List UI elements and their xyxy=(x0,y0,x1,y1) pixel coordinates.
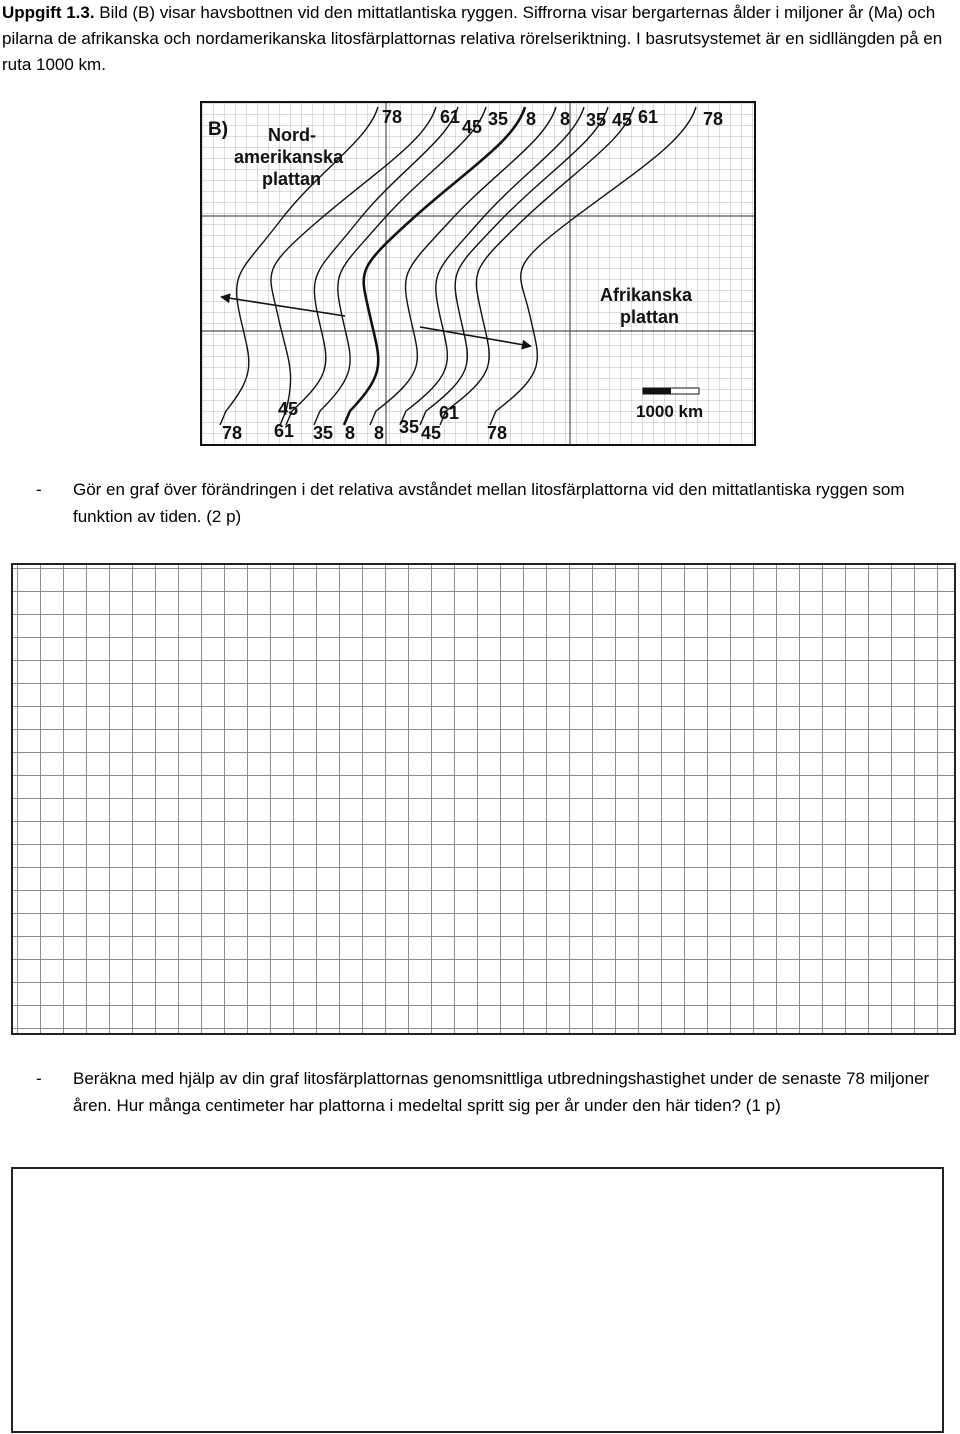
panel-label: B) xyxy=(208,119,229,140)
graph-paper-area[interactable] xyxy=(11,563,956,1035)
top-age-label: 61 xyxy=(440,107,461,127)
bottom-age-label: 61 xyxy=(274,421,295,441)
answer-box[interactable] xyxy=(11,1167,944,1433)
question-text: Beräkna med hjälp av din graf litosfärplattornas genomsnittliga utbredningshastighet under de senaste 78 miljoner åren. Hur många centimeter har plattorna i medeltal spritt sig per år under den här tiden? (1 p) xyxy=(73,1069,930,1115)
af-plate-label-2: plattan xyxy=(620,307,680,327)
top-age-label: 35 xyxy=(488,109,509,129)
top-age-label: 78 xyxy=(382,107,403,127)
af-plate-label-1: Afrikanska xyxy=(600,285,693,305)
bottom-age-label: 35 xyxy=(313,423,334,443)
top-age-label: 78 xyxy=(703,109,724,129)
top-age-label: 61 xyxy=(638,107,659,127)
question-bullet: - xyxy=(36,1069,42,1088)
question-calculation xyxy=(36,1065,956,1119)
question-graph xyxy=(36,476,956,530)
na-plate-label-2: amerikanska xyxy=(234,147,344,167)
bottom-age-label: 78 xyxy=(487,423,508,443)
question-text: Gör en graf över förändringen i det relativa avståndet mellan litosfärplattorna vid den mittatlantiska ryggen som funktion av tiden. (2 p) xyxy=(73,480,905,526)
top-age-label: 8 xyxy=(526,109,537,129)
bottom-age-label: 8 xyxy=(374,423,385,443)
task-description: Bild (B) visar havsbottnen vid den mittatlantiska ryggen. Siffrorna visar bergarternas ålder i miljoner år (Ma) och pilarna de afrikanska och nordamerikanska litosfärplattornas relativa rörelseriktning. I basrutsystemet är en sidllängden på en ruta 1000 km. xyxy=(2,3,943,74)
question-bullet: - xyxy=(36,480,42,499)
task-heading: Uppgift 1.3. xyxy=(2,3,95,22)
top-age-label: 45 xyxy=(612,110,633,130)
intro-paragraph xyxy=(2,0,957,78)
bottom-age-label: 8 xyxy=(345,423,356,443)
top-age-label: 35 xyxy=(586,110,607,130)
bottom-age-label: 61 xyxy=(439,403,460,423)
na-plate-label-1: Nord- xyxy=(268,125,316,145)
na-plate-label-3: plattan xyxy=(262,169,322,189)
bottom-age-label: 78 xyxy=(222,423,243,443)
bottom-age-label: 45 xyxy=(421,423,442,443)
top-age-label: 45 xyxy=(462,117,483,137)
ridge-figure xyxy=(200,101,756,446)
bottom-age-label: 45 xyxy=(278,399,299,419)
scale-bar xyxy=(636,388,703,421)
scale-label: 1000 km xyxy=(636,402,704,421)
top-age-label: 8 xyxy=(560,109,571,129)
ridge-map xyxy=(200,101,756,446)
bottom-age-label: 35 xyxy=(399,417,420,437)
